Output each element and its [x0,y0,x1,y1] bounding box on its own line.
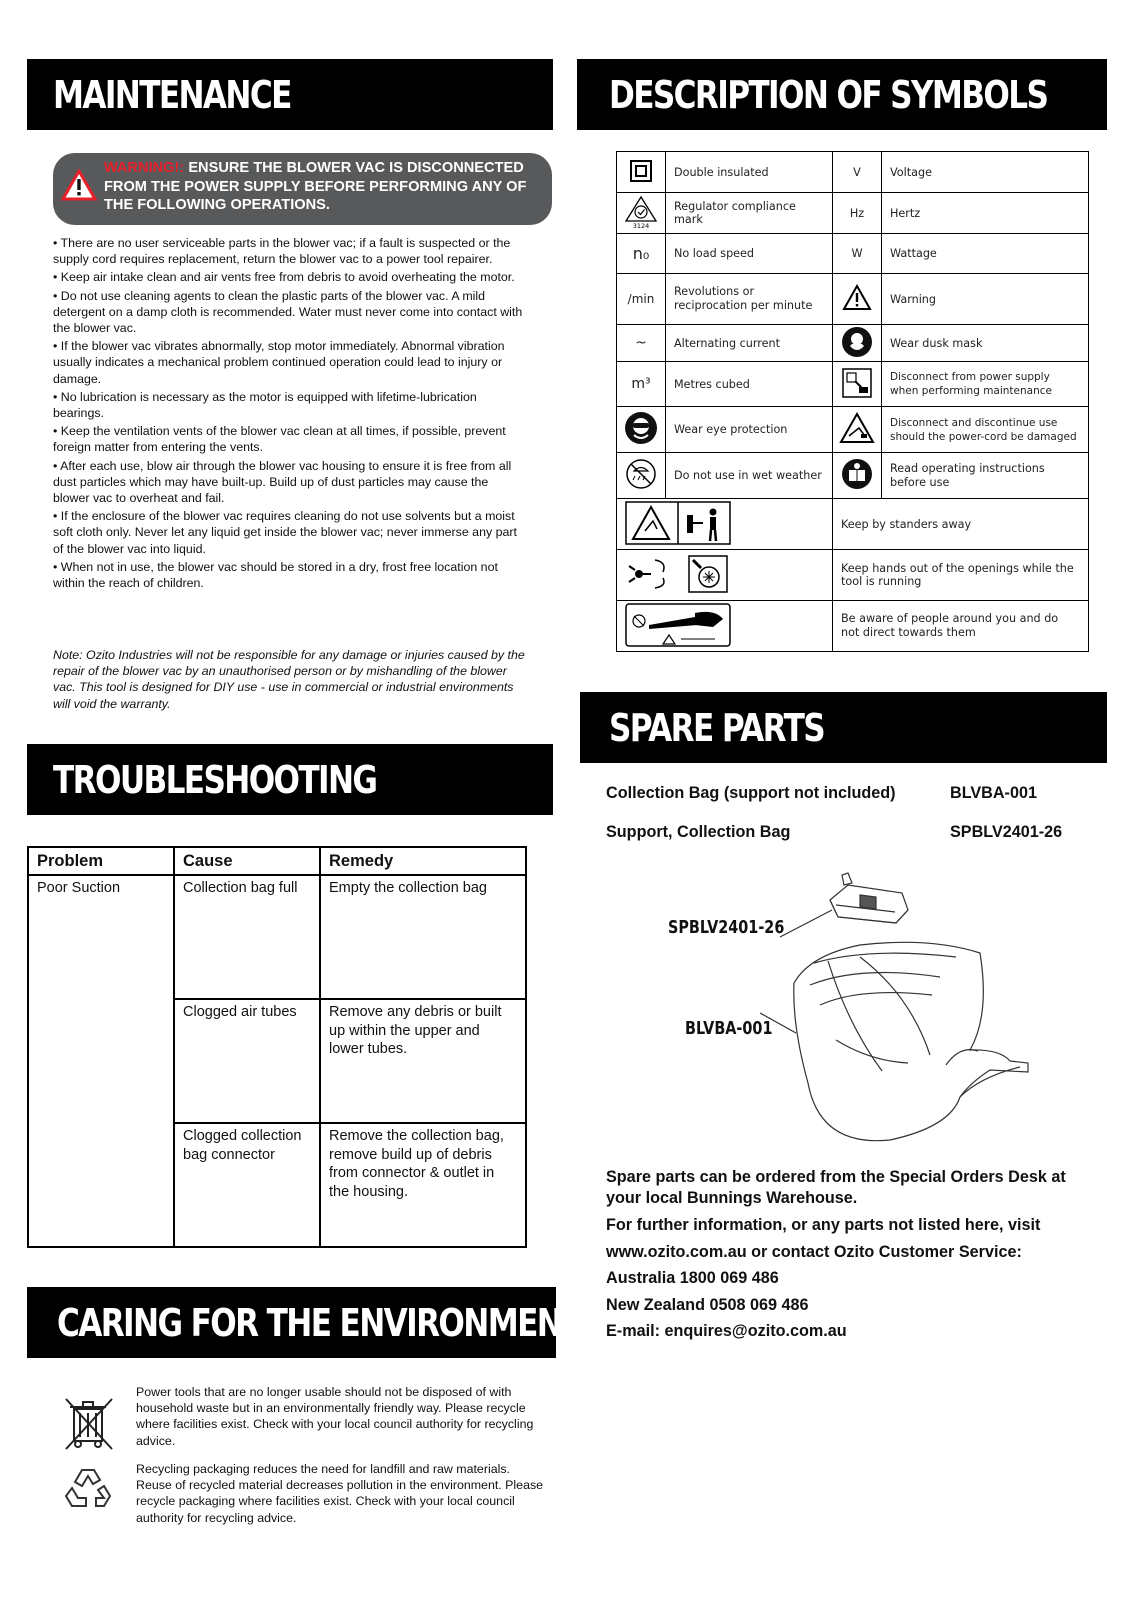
symbol-description: Disconnect from power supply when performing maintenance [882,362,1089,407]
list-item: • Keep the ventilation vents of the blower vac clean at all times, if possible, prevent foreign matter from entering the vents. [53,424,506,455]
symbol-description: Be aware of people around you and do not direct towards them [833,601,1089,652]
symbol-description: Keep by standers away [833,499,1089,550]
symbols-heading: DESCRIPTION OF SYMBOLS [577,59,1107,130]
recycle-icon [60,1462,116,1518]
troubleshooting-heading: TROUBLESHOOTING [27,744,553,815]
maintenance-list [53,235,523,593]
no-wet-weather-icon [625,458,657,490]
symbol-description: Do not use in wet weather [666,453,833,499]
keep-hands-out-icon [625,552,731,596]
symbol-description: Voltage [882,152,1089,193]
symbol-description: Double insulated [666,152,833,193]
table-row [617,453,1089,499]
info-line: For further information, or any parts not listed here, visit www.ozito.com.au or contact Ozito Customer Service: [606,1216,1041,1261]
symbol-description: Disconnect and discontinue use should the power-cord be damaged [882,407,1089,453]
symbol-cell [833,453,882,499]
warning-box [53,153,552,225]
bystanders-away-icon [625,501,731,545]
info-line: E-mail: enquires@ozito.com.au [606,1322,847,1340]
symbol-cell [617,407,666,453]
symbol-cell [617,550,833,601]
column-header-problem: Problem [28,847,174,875]
cause-cell: Clogged collection bag connector [174,1123,320,1247]
symbol-description: Wattage [882,234,1089,274]
table-row [617,234,1089,274]
table-row [28,875,526,999]
symbol-description: Wear eye protection [666,407,833,453]
table-row [617,152,1089,193]
symbol-description: Hertz [882,193,1089,234]
problem-cell: Poor Suction [28,875,174,1247]
symbol-description: Revolutions or reciprocation per minute [666,274,833,325]
spare-part-code: SPBLV2401-26 [950,823,1063,841]
symbol-cell [617,601,833,652]
table-row [617,550,1089,601]
symbol-cell [833,325,882,362]
table-row [617,193,1089,234]
symbol-cell [617,152,666,193]
list-item: • If the blower vac vibrates abnormally, stop motor immediately. Abnormal vibration usually indicates a mechanical problem continued operation could lead to injury or damage. [53,339,505,386]
list-item: • If the enclosure of the blower vac requires cleaning do not use solvents but a moist soft cloth only. Never let any liquid get inside the blower vac; never immerse any part of the blower vac into liquid. [53,509,517,556]
symbol-description: Read operating instructions before use [882,453,1089,499]
cause-cell: Collection bag full [174,875,320,999]
list-item: • After each use, blow air through the blower vac housing to ensure it is free from all dust particles which may have built-up. Build up of dust particles may cause the blower vac to overheat and fail. [53,458,512,506]
symbol-description: Wear dusk mask [882,325,1089,362]
warning-label: WARNING!: [104,160,185,176]
symbol-cell [617,453,666,499]
symbol-cell [833,274,882,325]
symbol-description: Keep hands out of the openings while the tool is running [833,550,1089,601]
info-line: Spare parts can be ordered from the Special Orders Desk at your local Bunnings Warehouse. [606,1168,1066,1207]
symbol-cell: ~ [617,325,666,362]
table-row [617,499,1089,550]
table-row [617,407,1089,453]
direct-away-from-people-icon [625,603,731,647]
spare-part-code: BLVBA-001 [950,784,1037,802]
symbol-cell: m³ [617,362,666,407]
spare-part-name: Collection Bag (support not included) [606,784,896,802]
warning-triangle-icon [61,169,97,201]
read-manual-icon [841,458,873,490]
environment-heading: CARING FOR THE ENVIRONMENT [27,1287,556,1358]
symbol-cell [617,499,833,550]
svg-text:3124: 3124 [632,221,650,229]
list-item: • Do not use cleaning agents to clean the plastic parts of the blower vac. A mild detergent on a damp cloth is recommended. Water must never come into contact with the blower vac. [53,288,523,336]
symbol-description: Regulator compliance mark [666,193,833,234]
table-row [617,362,1089,407]
table-row [617,601,1089,652]
symbol-cell: /min [617,274,666,325]
symbols-table [616,151,1089,652]
diagram-label-bag: BLVBA-001 [685,1018,773,1039]
list-item: • There are no user serviceable parts in the blower vac; if a fault is suspected or the supply cord requires replacement, return the blower vac to a power tool repairer. [53,236,511,267]
column-header-cause: Cause [174,847,320,875]
troubleshooting-table [27,846,527,1248]
spare-part-name: Support, Collection Bag [606,823,791,841]
table-row [617,325,1089,362]
table-row [617,274,1089,325]
spare-parts-heading: SPARE PARTS [580,692,1107,763]
damaged-cord-warning-icon [839,412,875,444]
warning-text: WARNING!: ENSURE THE BLOWER VAC IS DISCONNECTED FROM THE POWER SUPPLY BEFORE PERFORMING ANY OF THE FOLLOWING OPERATIONS. [104,160,527,213]
spare-part-item [606,784,1086,803]
info-line: Australia 1800 069 486 [606,1269,779,1287]
spare-parts-diagram [660,865,1060,1150]
symbol-cell [833,407,882,453]
symbol-description: Metres cubed [666,362,833,407]
symbol-description: No load speed [666,234,833,274]
environment-text-1: Power tools that are no longer usable should not be disposed of with household waste but in an environmentally friendly way. Please recycle where facilities exist. Check with your local council authority for recycling advice. [136,1385,534,1448]
cause-cell: Clogged air tubes [174,999,320,1123]
disclaimer-note: Note: Ozito Industries will not be responsible for any damage or injuries caused by the repair of the blower vac by an unauthorised person or by mishandling of the blower vac. This tool is designed for DIY use - use in commercial or industrial environments will void the warranty. [53,648,525,711]
eye-protection-icon [624,411,658,445]
spare-parts-info [606,1167,1086,1345]
warning-icon [842,284,872,311]
symbol-description: Alternating current [666,325,833,362]
symbol-description: Warning [882,274,1089,325]
symbol-cell: V [833,152,882,193]
remedy-cell: Empty the collection bag [320,875,526,999]
remedy-cell: Remove the collection bag, remove build up of debris from connector & outlet in the housing. [320,1123,526,1247]
column-header-remedy: Remedy [320,847,526,875]
weee-bin-icon [60,1393,118,1451]
symbol-cell [833,362,882,407]
list-item: • Keep air intake clean and air vents free from debris to avoid overheating the motor. [53,270,515,285]
disconnect-power-icon [841,367,873,399]
dust-mask-icon [841,326,873,358]
spare-part-item [606,823,1086,842]
diagram-label-support: SPBLV2401-26 [668,917,785,938]
list-item: • No lubrication is necessary as the motor is equipped with lifetime-lubrication bearings. [53,389,477,421]
info-line: New Zealand 0508 069 486 [606,1295,809,1314]
symbol-cell: W [833,234,882,274]
symbol-cell: n₀ [617,234,666,274]
double-insulated-icon [629,159,653,183]
environment-text-2: Recycling packaging reduces the need for landfill and raw materials. Reuse of recycled material decreases pollution in the environment. Please recycle packaging where facilities exist. Check with your local council authority for recycling advice. [136,1462,544,1525]
list-item: • When not in use, the blower vac should be stored in a dry, frost free location not within the reach of children. [53,559,498,591]
remedy-cell: Remove any debris or built up within the upper and lower tubes. [320,999,526,1123]
rcm-compliance-icon [624,195,658,229]
maintenance-heading: MAINTENANCE [27,59,553,130]
symbol-cell [617,193,666,234]
symbol-cell: Hz [833,193,882,234]
